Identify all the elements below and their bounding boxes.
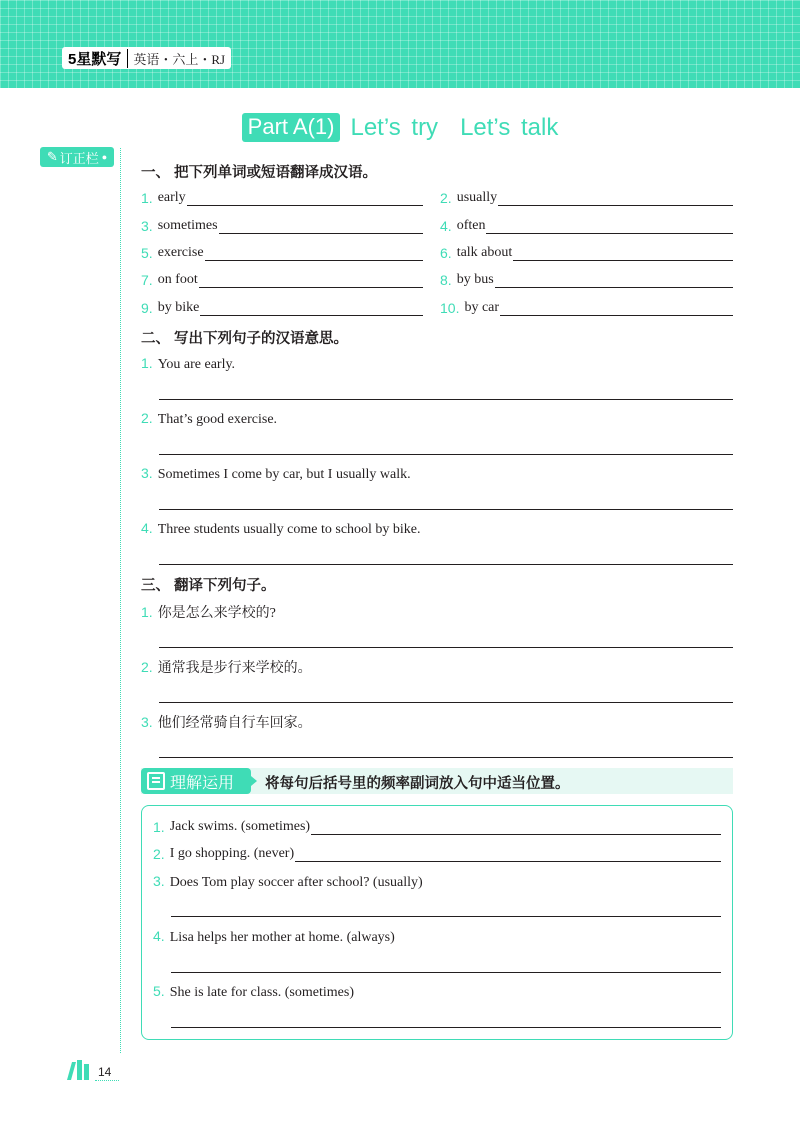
rewrite-item	[153, 873, 423, 891]
correction-column-divider	[120, 148, 121, 1053]
vocab-item[interactable]	[141, 300, 423, 316]
answer-line[interactable]	[159, 454, 733, 455]
answer-blank[interactable]	[200, 303, 423, 316]
vocab-item[interactable]	[440, 272, 733, 288]
rewrite-item	[153, 928, 395, 946]
answer-line[interactable]	[159, 509, 733, 510]
vocab-item[interactable]	[141, 245, 423, 261]
answer-blank[interactable]	[498, 193, 733, 206]
answer-line[interactable]	[159, 702, 733, 703]
pencil-icon: ✎	[46, 149, 58, 164]
answer-line[interactable]	[159, 757, 733, 758]
title-rest	[350, 114, 558, 142]
answer-blank[interactable]	[199, 275, 423, 288]
item-text: Sometimes I come by car, but I usually walk.	[157, 467, 411, 482]
arrow-icon	[251, 776, 257, 786]
header-banner	[0, 0, 800, 88]
vocab-item[interactable]	[440, 190, 733, 206]
sentence-item	[141, 602, 276, 622]
section1-heading: 一、 把下列单词或短语翻译成汉语。	[141, 165, 378, 181]
item-number: 9.	[141, 300, 153, 316]
item-text: Jack swims. (sometimes)	[169, 819, 311, 834]
item-text: Does Tom play soccer after school? (usually)	[169, 875, 423, 890]
application-box	[141, 805, 733, 1040]
answer-blank[interactable]	[486, 221, 733, 234]
answer-blank[interactable]	[295, 849, 721, 862]
answer-blank[interactable]	[205, 248, 423, 261]
application-label-text: 理解运用	[170, 774, 235, 792]
item-number: 10.	[440, 300, 460, 316]
sentence-item	[141, 712, 312, 732]
item-number: 3.	[141, 465, 153, 481]
item-text: She is late for class. (sometimes)	[169, 985, 354, 1000]
answer-line[interactable]	[171, 1027, 721, 1028]
answer-line[interactable]	[171, 916, 721, 917]
answer-blank[interactable]	[500, 303, 733, 316]
correction-label-text: 订正栏	[59, 150, 99, 166]
item-number: 7.	[141, 272, 153, 288]
answer-line[interactable]	[171, 972, 721, 973]
notebook-icon	[147, 772, 165, 790]
application-instruction: 将每句后括号里的频率副词放入句中适当位置。	[265, 776, 570, 792]
vocab-item[interactable]	[141, 218, 423, 234]
application-banner	[141, 768, 733, 794]
item-text: 通常我是步行来学校的。	[157, 661, 312, 676]
item-text: Three students usually come to school by bike.	[157, 522, 421, 537]
section2-heading: 二、 写出下列句子的汉语意思。	[141, 331, 349, 347]
item-number: 5.	[141, 245, 153, 261]
vocab-item[interactable]	[141, 272, 423, 288]
vocab-item[interactable]	[440, 218, 733, 234]
item-number: 1.	[141, 190, 153, 206]
item-number: 2.	[153, 846, 165, 862]
rewrite-item[interactable]	[153, 846, 721, 862]
answer-blank[interactable]	[495, 275, 733, 288]
item-text: I go shopping. (never)	[169, 846, 295, 861]
item-number: 2.	[440, 190, 452, 206]
answer-blank[interactable]	[513, 248, 733, 261]
vocab-item[interactable]	[440, 245, 733, 261]
item-number: 1.	[141, 355, 153, 371]
item-text: Lisa helps her mother at home. (always)	[169, 930, 395, 945]
item-text: by bike	[157, 300, 200, 315]
item-text: That’s good exercise.	[157, 412, 278, 427]
item-number: 2.	[141, 659, 153, 675]
item-number: 4.	[153, 928, 165, 944]
item-text: 他们经常骑自行车回家。	[157, 716, 312, 731]
item-number: 8.	[440, 272, 452, 288]
item-text: You are early.	[157, 357, 236, 372]
answer-line[interactable]	[159, 647, 733, 648]
title-tag: Part A(1)	[242, 113, 341, 142]
brand-subtitle: 英语・六上・RJ	[127, 49, 225, 68]
sentence-item	[141, 355, 235, 373]
books-icon	[66, 1058, 92, 1080]
item-number: 2.	[141, 410, 153, 426]
title-part1: Let’s try	[350, 113, 439, 141]
item-text: often	[456, 218, 486, 233]
dot-icon: ●	[101, 152, 108, 162]
title-part2: Let’s talk	[460, 113, 559, 141]
page-title	[0, 113, 800, 142]
sentence-item	[141, 657, 312, 677]
item-number: 5.	[153, 983, 165, 999]
item-text: usually	[456, 190, 498, 205]
item-number: 3.	[141, 218, 153, 234]
item-text: 你是怎么来学校的?	[157, 606, 276, 621]
sentence-item	[141, 410, 277, 428]
item-text: by bus	[456, 272, 494, 287]
application-label	[141, 768, 251, 794]
answer-line[interactable]	[159, 564, 733, 565]
item-number: 3.	[141, 714, 153, 730]
item-text: by car	[464, 300, 500, 315]
brand-name: 5星默写	[68, 50, 122, 68]
section3-heading: 三、 翻译下列句子。	[141, 578, 276, 594]
answer-line[interactable]	[159, 399, 733, 400]
answer-blank[interactable]	[187, 193, 423, 206]
page-number-rule	[95, 1080, 119, 1081]
item-number: 1.	[141, 604, 153, 620]
sentence-item	[141, 520, 421, 538]
item-number: 4.	[440, 218, 452, 234]
item-text: on foot	[157, 272, 198, 287]
item-number: 1.	[153, 819, 165, 835]
vocab-item[interactable]	[141, 190, 423, 206]
rewrite-item[interactable]	[153, 819, 721, 835]
item-number: 6.	[440, 245, 452, 261]
item-text: exercise	[157, 245, 204, 260]
vocab-item[interactable]	[440, 300, 733, 316]
brand-label	[62, 47, 231, 69]
answer-blank[interactable]	[219, 221, 423, 234]
item-number: 4.	[141, 520, 153, 536]
item-text: early	[157, 190, 186, 205]
answer-blank[interactable]	[311, 822, 721, 835]
item-text: sometimes	[157, 218, 218, 233]
item-text: talk about	[456, 245, 513, 260]
correction-column-label	[40, 147, 114, 167]
item-number: 3.	[153, 873, 165, 889]
page-number: 14	[98, 1065, 112, 1079]
sentence-item	[141, 465, 411, 483]
rewrite-item	[153, 983, 354, 1001]
